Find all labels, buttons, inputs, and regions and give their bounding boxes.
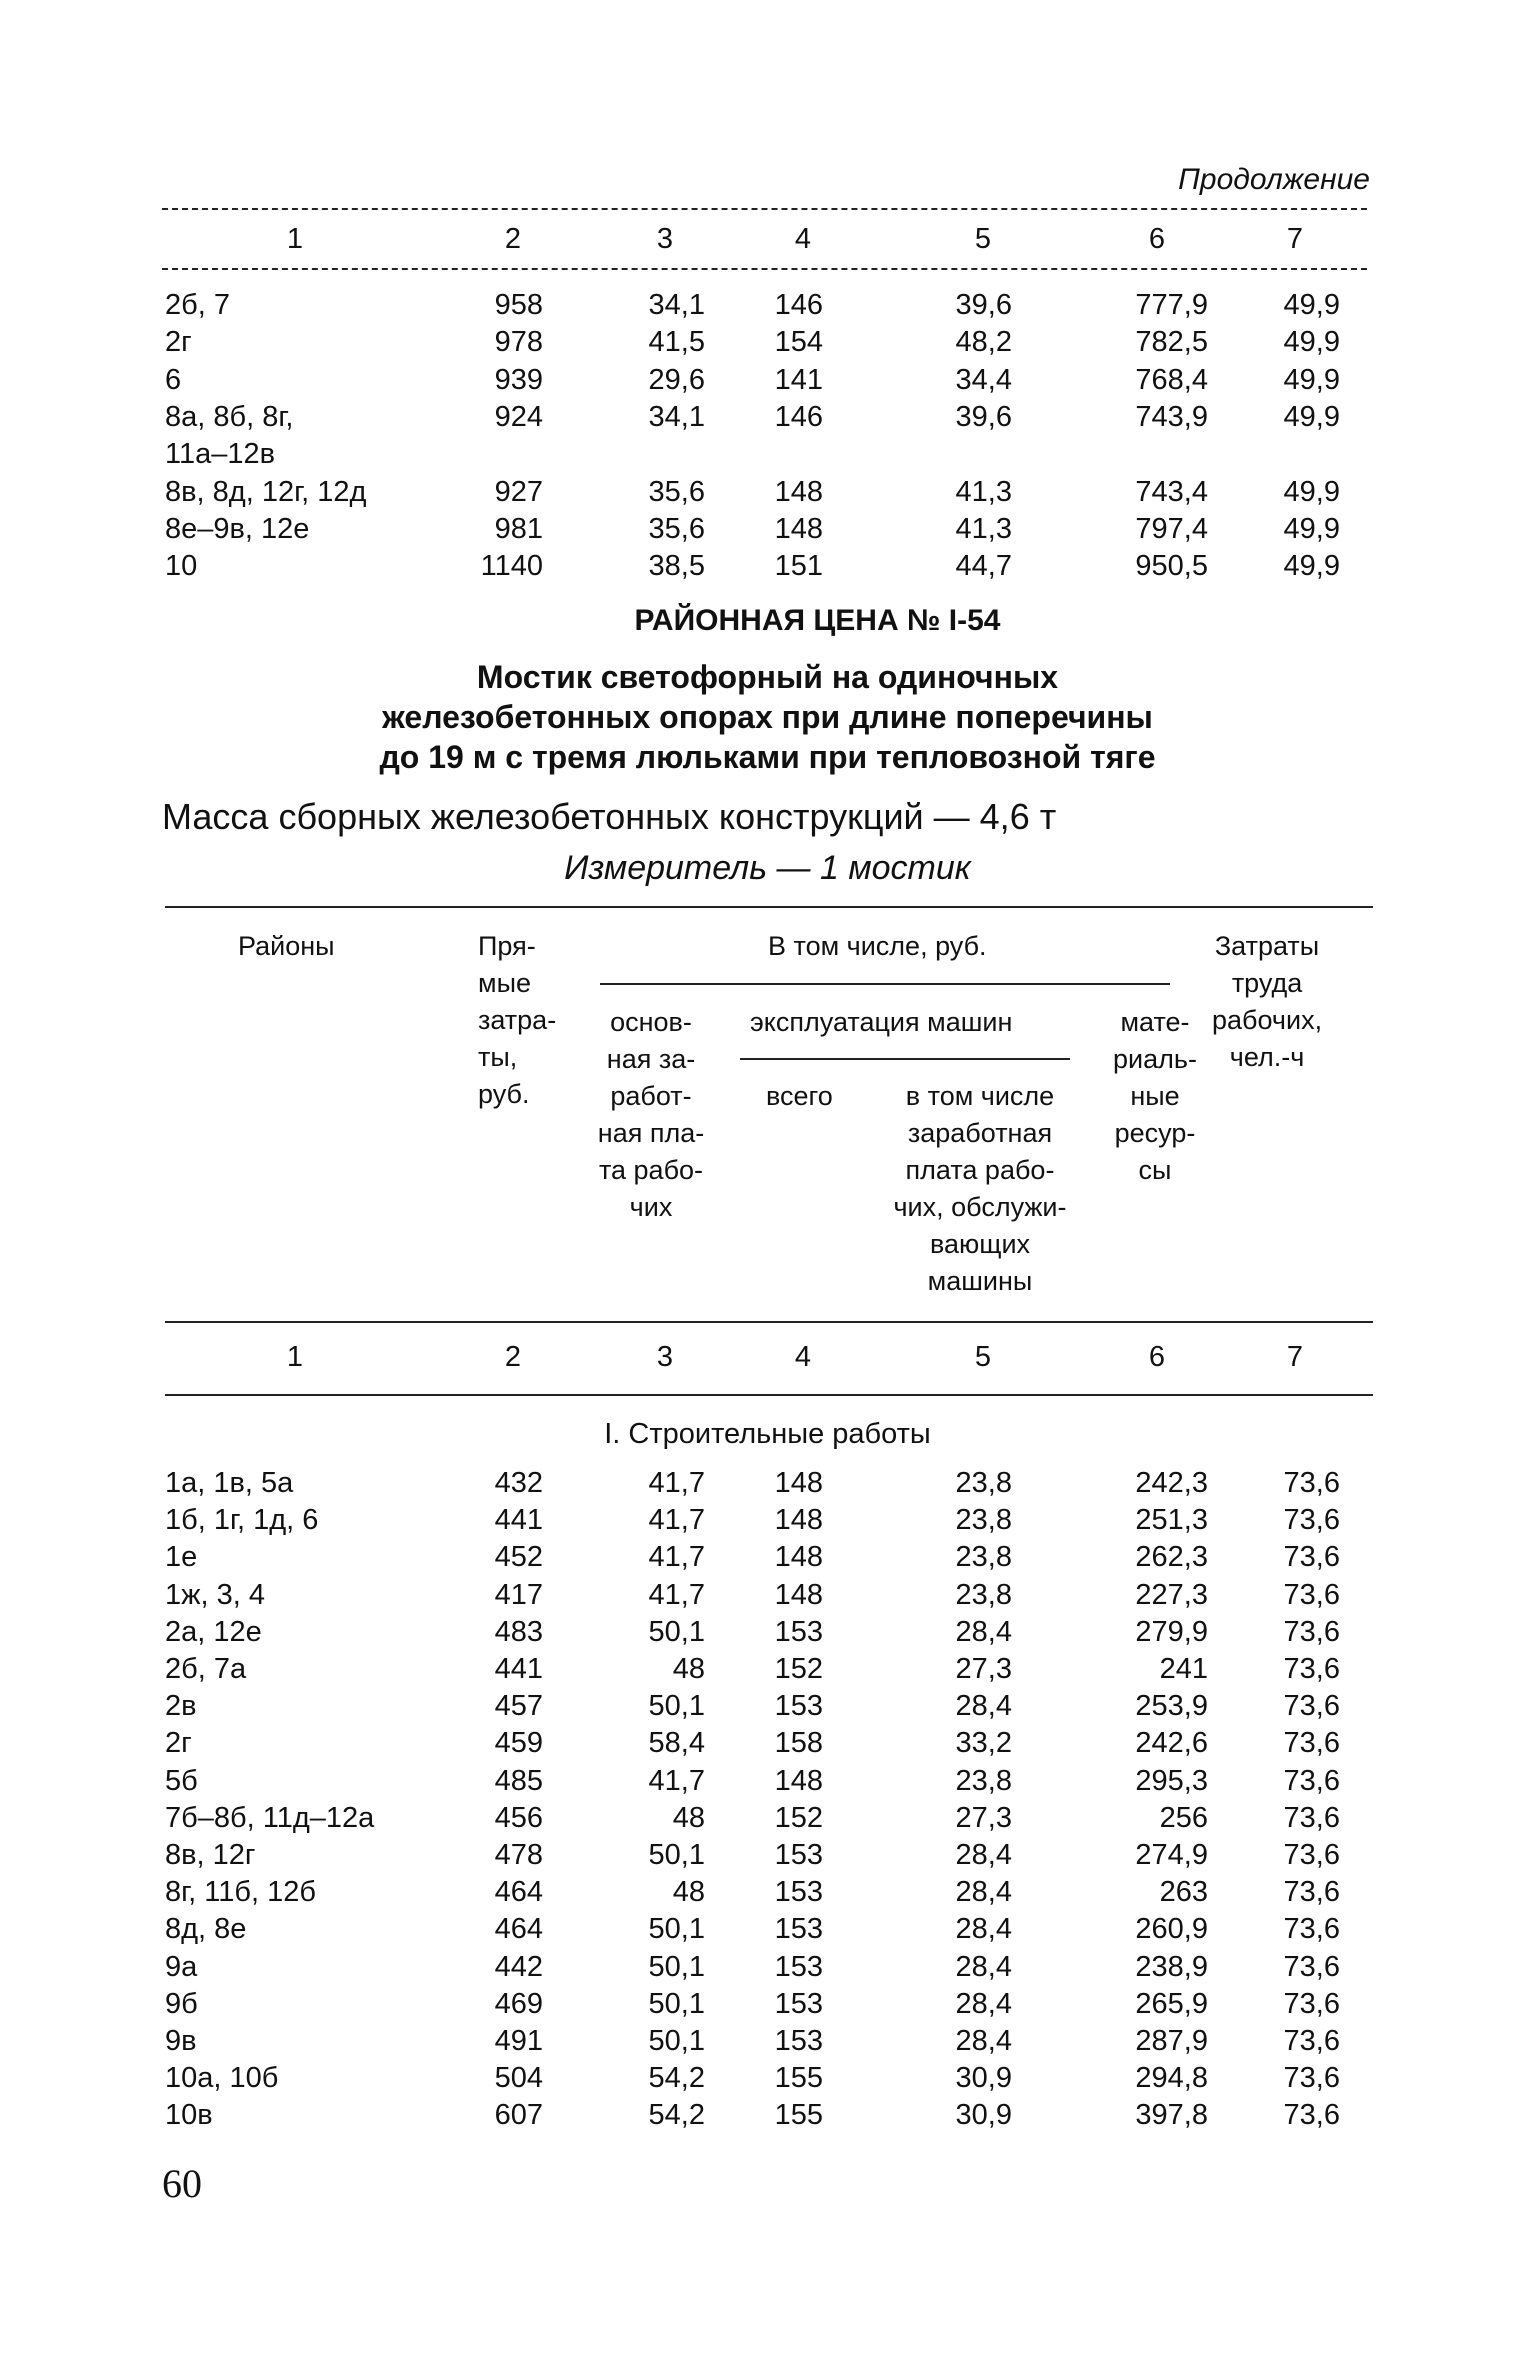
cell-c3: 35,6 bbox=[648, 512, 705, 545]
cell-region: 2б, 7а bbox=[165, 1653, 247, 1685]
cell-c4: 155 bbox=[774, 2099, 823, 2132]
cell-c6: 251,3 bbox=[1135, 1504, 1208, 1537]
cell-c4: 152 bbox=[774, 1801, 823, 1834]
column-number-5: 5 bbox=[974, 1341, 992, 1373]
cell-c5: 28,4 bbox=[955, 1839, 1012, 1871]
cell-c3: 50,1 bbox=[648, 1839, 705, 1871]
cell-c4: 153 bbox=[774, 1690, 823, 1723]
cell-c6: 241 bbox=[1159, 1653, 1208, 1685]
cell-c2: 441 bbox=[494, 1504, 543, 1537]
cell-c2: 1140 bbox=[480, 550, 543, 583]
cell-c2: 441 bbox=[494, 1653, 543, 1685]
cell-c6: 743,9 bbox=[1135, 400, 1208, 433]
cell-region: 6 bbox=[165, 363, 182, 396]
cell-c5: 23,8 bbox=[955, 1541, 1012, 1574]
cell-region: 2а, 12е bbox=[165, 1615, 262, 1648]
cell-c5: 33,2 bbox=[955, 1727, 1012, 1760]
column-number-1: 1 bbox=[286, 223, 304, 255]
cell-c7: 73,6 bbox=[1283, 1690, 1340, 1723]
cell-c5: 44,7 bbox=[955, 550, 1012, 583]
cell-c7: 49,9 bbox=[1283, 326, 1340, 359]
cell-region: 1а, 1в, 5а bbox=[165, 1467, 294, 1499]
cell-c4: 148 bbox=[774, 475, 823, 508]
cell-c5: 41,3 bbox=[955, 475, 1012, 508]
cell-c6: 777,9 bbox=[1135, 289, 1208, 321]
cell-region: 9в bbox=[165, 2025, 197, 2057]
cell-c3: 50,1 bbox=[648, 1987, 705, 2020]
cell-region: 8а, 8б, 8г, bbox=[165, 400, 294, 433]
cell-c6: 279,9 bbox=[1135, 1615, 1208, 1648]
cell-c7: 73,6 bbox=[1283, 1913, 1340, 1946]
cell-c3: 48 bbox=[672, 1653, 705, 1685]
column-number-7: 7 bbox=[1286, 1341, 1304, 1373]
cell-c6: 743,4 bbox=[1135, 475, 1208, 508]
header-machines: эксплуатация машин bbox=[750, 1007, 1013, 1037]
cell-c5: 23,8 bbox=[955, 1504, 1012, 1537]
cell-c6: 950,5 bbox=[1135, 550, 1208, 583]
cell-region: 1е bbox=[165, 1541, 198, 1574]
cell-region: 10 bbox=[165, 550, 198, 583]
cell-c4: 153 bbox=[774, 1615, 823, 1648]
cell-region: 8е–9в, 12е bbox=[165, 512, 310, 545]
cell-c7: 49,9 bbox=[1283, 475, 1340, 508]
cell-c7: 73,6 bbox=[1283, 2025, 1340, 2057]
cell-c3: 50,1 bbox=[648, 1913, 705, 1946]
cell-c5: 28,4 bbox=[955, 1950, 1012, 1983]
cell-c4: 158 bbox=[774, 1727, 823, 1760]
cell-region: 9б bbox=[165, 1987, 198, 2020]
cell-c4: 154 bbox=[774, 326, 823, 359]
cell-region: 2г bbox=[165, 326, 192, 359]
cell-c7: 73,6 bbox=[1283, 1801, 1340, 1834]
cell-c2: 432 bbox=[494, 1467, 543, 1499]
cell-c2: 442 bbox=[494, 1950, 543, 1983]
cell-c3: 50,1 bbox=[648, 1615, 705, 1648]
cell-region: 5б bbox=[165, 1764, 198, 1797]
cell-c6: 274,9 bbox=[1135, 1839, 1208, 1871]
cell-c7: 73,6 bbox=[1283, 1467, 1340, 1499]
continuation-label: Продолжение bbox=[1178, 163, 1370, 196]
cell-c7: 49,9 bbox=[1283, 550, 1340, 583]
cell-c7: 73,6 bbox=[1283, 1987, 1340, 2020]
cell-c7: 73,6 bbox=[1283, 2099, 1340, 2132]
cell-c5: 39,6 bbox=[955, 289, 1012, 321]
cell-c6: 294,8 bbox=[1135, 2062, 1208, 2095]
cell-c3: 50,1 bbox=[648, 1950, 705, 1983]
cell-c3: 50,1 bbox=[648, 1690, 705, 1723]
cell-c2: 459 bbox=[494, 1727, 543, 1760]
cell-c6: 263 bbox=[1159, 1876, 1208, 1909]
header-materials: мате- риаль- ные ресур- сы bbox=[1113, 1007, 1197, 1185]
cell-c2: 485 bbox=[494, 1764, 543, 1797]
cell-region: 8г, 11б, 12б bbox=[165, 1876, 316, 1909]
cell-c4: 153 bbox=[774, 2025, 823, 2057]
cell-c6: 397,8 bbox=[1135, 2099, 1208, 2132]
item-name-line-3: до 19 м с тремя люльками при тепловозной тяге bbox=[379, 739, 1156, 775]
cell-c3: 41,7 bbox=[648, 1764, 705, 1797]
main-table-rule-colnums-bottom bbox=[165, 1394, 1373, 1396]
cell-c3: 34,1 bbox=[648, 400, 705, 433]
cell-c6: 797,4 bbox=[1135, 512, 1208, 545]
cell-c7: 73,6 bbox=[1283, 1653, 1340, 1685]
cell-c7: 49,9 bbox=[1283, 512, 1340, 545]
cell-c5: 28,4 bbox=[955, 1913, 1012, 1946]
cell-region: 2в bbox=[165, 1690, 197, 1723]
cell-c7: 73,6 bbox=[1283, 1839, 1340, 1871]
cell-c7: 73,6 bbox=[1283, 1764, 1340, 1797]
cell-region: 1ж, 3, 4 bbox=[165, 1578, 266, 1611]
cell-c2: 491 bbox=[494, 2025, 543, 2057]
cell-c7: 49,9 bbox=[1283, 400, 1340, 433]
cell-c6: 265,9 bbox=[1135, 1987, 1208, 2020]
cell-c3: 29,6 bbox=[648, 363, 705, 396]
cell-c5: 41,3 bbox=[955, 512, 1012, 545]
column-number-7: 7 bbox=[1286, 223, 1304, 255]
cell-c2: 469 bbox=[494, 1987, 543, 2020]
cell-c6: 768,4 bbox=[1135, 363, 1208, 396]
cell-c4: 148 bbox=[774, 1764, 823, 1797]
main-table-rule-top bbox=[165, 906, 1373, 908]
cell-c7: 73,6 bbox=[1283, 1578, 1340, 1611]
cell-c3: 38,5 bbox=[648, 550, 705, 583]
cell-region: 8д, 8е bbox=[165, 1913, 247, 1946]
cell-region: 7б–8б, 11д–12а bbox=[165, 1801, 375, 1834]
cell-c7: 73,6 bbox=[1283, 1504, 1340, 1537]
cell-c5: 27,3 bbox=[955, 1801, 1012, 1834]
header-machines-including: в том числе заработная плата рабо- чих, обслужи- вающих машины bbox=[893, 1081, 1067, 1296]
cell-c6: 242,3 bbox=[1135, 1467, 1208, 1499]
cell-c5: 23,8 bbox=[955, 1764, 1012, 1797]
cell-c6: 256 bbox=[1159, 1801, 1208, 1834]
cell-c7: 49,9 bbox=[1283, 289, 1340, 321]
cell-c2: 924 bbox=[494, 400, 543, 433]
header-including: В том числе, руб. bbox=[768, 931, 987, 961]
column-number-3: 3 bbox=[656, 1341, 674, 1373]
cell-c6: 260,9 bbox=[1135, 1913, 1208, 1946]
column-number-4: 4 bbox=[794, 223, 812, 255]
cell-c4: 141 bbox=[774, 363, 823, 396]
cell-c5: 28,4 bbox=[955, 1690, 1012, 1723]
cell-c3: 41,7 bbox=[648, 1504, 705, 1537]
rule-including bbox=[600, 983, 1170, 985]
cell-c4: 148 bbox=[774, 512, 823, 545]
cell-c2: 504 bbox=[494, 2062, 543, 2095]
cell-c2: 927 bbox=[494, 475, 543, 508]
column-number-1: 1 bbox=[286, 1341, 304, 1373]
header-machines-total: всего bbox=[766, 1081, 833, 1111]
header-regions: Районы bbox=[238, 931, 335, 961]
cell-c2: 607 bbox=[494, 2099, 543, 2132]
cell-c5: 48,2 bbox=[955, 326, 1012, 359]
column-number-3: 3 bbox=[656, 223, 674, 255]
header-base-wage: основ- ная за- работ- ная пла- та рабо- чих bbox=[597, 1007, 705, 1222]
cell-c5: 23,8 bbox=[955, 1467, 1012, 1499]
cell-c4: 152 bbox=[774, 1653, 823, 1685]
cell-region: 1б, 1г, 1д, 6 bbox=[165, 1504, 319, 1537]
cell-c3: 50,1 bbox=[648, 2025, 705, 2057]
cell-c3: 58,4 bbox=[648, 1727, 705, 1760]
cell-c5: 28,4 bbox=[955, 1876, 1012, 1909]
top-table-rule-header bbox=[162, 268, 1367, 270]
column-number-2: 2 bbox=[504, 1341, 522, 1373]
cell-c5: 23,8 bbox=[955, 1578, 1012, 1611]
cell-region: 8в, 12г bbox=[165, 1839, 256, 1871]
cell-c3: 41,7 bbox=[648, 1578, 705, 1611]
column-number-6: 6 bbox=[1148, 223, 1166, 255]
cell-c5: 39,6 bbox=[955, 400, 1012, 433]
cell-c7: 73,6 bbox=[1283, 1615, 1340, 1648]
cell-c7: 49,9 bbox=[1283, 363, 1340, 396]
cell-c3: 54,2 bbox=[648, 2062, 705, 2095]
cell-c6: 262,3 bbox=[1135, 1541, 1208, 1574]
section-label: I. Строительные работы bbox=[604, 1418, 931, 1450]
cell-c2: 452 bbox=[494, 1541, 543, 1574]
item-name-line-2: железобетонных опорах при длине поперечины bbox=[382, 699, 1153, 735]
page-number: 60 bbox=[162, 2161, 202, 2206]
cell-c4: 148 bbox=[774, 1541, 823, 1574]
cell-c5: 28,4 bbox=[955, 2025, 1012, 2057]
cell-c4: 146 bbox=[774, 289, 823, 321]
mass-line: Масса сборных железобетонных конструкций — 4,6 т bbox=[162, 796, 1057, 837]
top-table-rule-top bbox=[162, 208, 1367, 210]
cell-c5: 28,4 bbox=[955, 1987, 1012, 2020]
cell-c7: 73,6 bbox=[1283, 1727, 1340, 1760]
cell-c5: 34,4 bbox=[955, 363, 1012, 396]
cell-c3: 41,7 bbox=[648, 1541, 705, 1574]
cell-c4: 153 bbox=[774, 1987, 823, 2020]
cell-c5: 30,9 bbox=[955, 2099, 1012, 2132]
cell-c7: 73,6 bbox=[1283, 1876, 1340, 1909]
column-number-6: 6 bbox=[1148, 1341, 1166, 1373]
cell-c2: 456 bbox=[494, 1801, 543, 1834]
cell-c4: 146 bbox=[774, 400, 823, 433]
cell-region: 10а, 10б bbox=[165, 2062, 279, 2095]
cell-c4: 155 bbox=[774, 2062, 823, 2095]
cell-c5: 30,9 bbox=[955, 2062, 1012, 2095]
meter-line: Измеритель — 1 мостик bbox=[564, 849, 971, 887]
cell-c5: 28,4 bbox=[955, 1615, 1012, 1648]
cell-c3: 48 bbox=[672, 1876, 705, 1909]
cell-c6: 227,3 bbox=[1135, 1578, 1208, 1611]
cell-c3: 48 bbox=[672, 1801, 705, 1834]
cell-c2: 483 bbox=[494, 1615, 543, 1648]
rule-machines bbox=[740, 1058, 1070, 1060]
header-direct-costs: Пря- мые затра- ты, руб. bbox=[478, 931, 557, 1109]
column-number-2: 2 bbox=[504, 223, 522, 255]
cell-c6: 238,9 bbox=[1135, 1950, 1208, 1983]
cell-c3: 41,7 bbox=[648, 1467, 705, 1499]
cell-c3: 54,2 bbox=[648, 2099, 705, 2132]
cell-c3: 41,5 bbox=[648, 326, 705, 359]
cell-c7: 73,6 bbox=[1283, 1541, 1340, 1574]
item-name-line-1: Мостик светофорный на одиночных bbox=[476, 659, 1059, 695]
cell-c7: 73,6 bbox=[1283, 1950, 1340, 1983]
cell-c2: 464 bbox=[494, 1913, 543, 1946]
column-number-5: 5 bbox=[974, 223, 992, 255]
cell-c2: 457 bbox=[494, 1690, 543, 1723]
cell-c6: 253,9 bbox=[1135, 1690, 1208, 1723]
cell-c4: 153 bbox=[774, 1839, 823, 1871]
cell-c2: 939 bbox=[494, 363, 543, 396]
cell-c2: 478 bbox=[494, 1839, 543, 1871]
main-table-rule-header-bottom bbox=[165, 1321, 1373, 1323]
cell-region: 9а bbox=[165, 1950, 198, 1983]
header-labor: Затраты труда рабочих, чел.-ч bbox=[1212, 931, 1323, 1072]
cell-region-continued: 11а–12в bbox=[165, 438, 276, 471]
cell-c4: 151 bbox=[774, 550, 823, 583]
cell-c6: 295,3 bbox=[1135, 1764, 1208, 1797]
cell-c5: 27,3 bbox=[955, 1653, 1012, 1685]
cell-c4: 153 bbox=[774, 1950, 823, 1983]
cell-c4: 148 bbox=[774, 1578, 823, 1611]
cell-c4: 153 bbox=[774, 1913, 823, 1946]
cell-c3: 34,1 bbox=[648, 289, 705, 321]
cell-c4: 153 bbox=[774, 1876, 823, 1909]
price-title: РАЙОННАЯ ЦЕНА № I-54 bbox=[634, 604, 1001, 637]
cell-c2: 417 bbox=[494, 1578, 543, 1611]
cell-c2: 981 bbox=[494, 512, 543, 545]
cell-c4: 148 bbox=[774, 1467, 823, 1499]
cell-c7: 73,6 bbox=[1283, 2062, 1340, 2095]
cell-region: 2б, 7 bbox=[165, 289, 230, 321]
cell-c2: 464 bbox=[494, 1876, 543, 1909]
cell-region: 2г bbox=[165, 1727, 192, 1760]
cell-c3: 35,6 bbox=[648, 475, 705, 508]
cell-c4: 148 bbox=[774, 1504, 823, 1537]
cell-c2: 958 bbox=[494, 289, 543, 321]
column-number-4: 4 bbox=[794, 1341, 812, 1373]
cell-region: 8в, 8д, 12г, 12д bbox=[165, 475, 367, 508]
cell-c6: 782,5 bbox=[1135, 326, 1208, 359]
cell-region: 10в bbox=[165, 2099, 213, 2132]
cell-c2: 978 bbox=[494, 326, 543, 359]
cell-c6: 242,6 bbox=[1135, 1727, 1208, 1760]
cell-c6: 287,9 bbox=[1135, 2025, 1208, 2057]
